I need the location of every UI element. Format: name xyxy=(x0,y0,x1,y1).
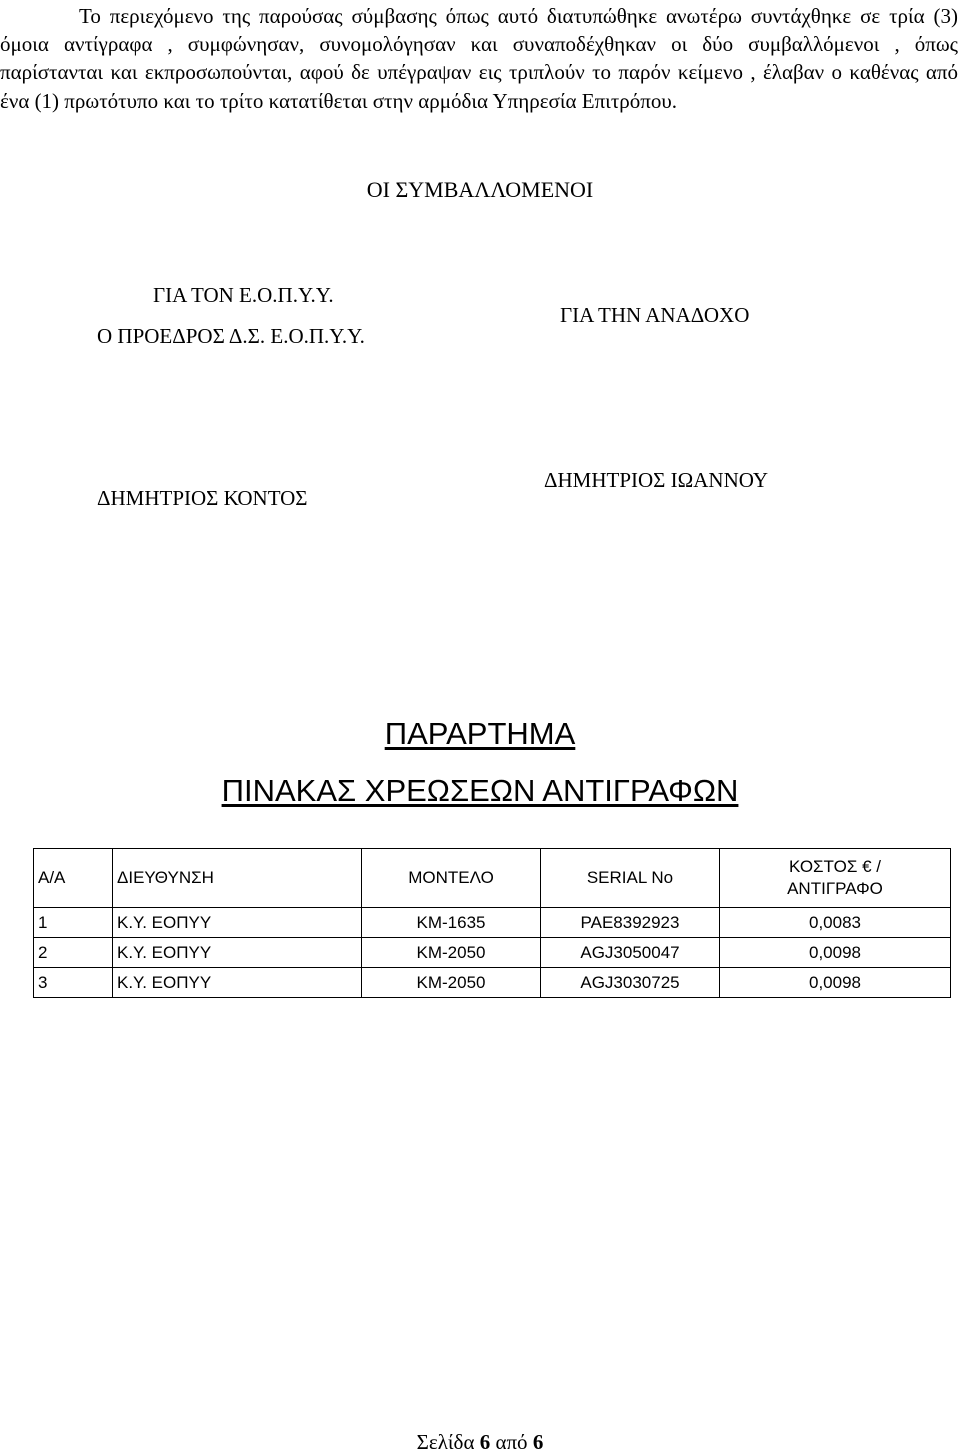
table-row xyxy=(34,908,951,938)
page-word: Σελίδα xyxy=(416,1430,475,1454)
cell-aa: 3 xyxy=(34,968,113,998)
header-cost xyxy=(720,849,951,908)
cell-cost: 0,0083 xyxy=(720,908,951,938)
cell-model: KM-1635 xyxy=(362,908,541,938)
header-model: ΜΟΝΤΕΛΟ xyxy=(362,849,541,908)
page-total: 6 xyxy=(532,1430,544,1454)
charges-table xyxy=(33,848,951,998)
cell-aa: 2 xyxy=(34,938,113,968)
cell-serial: AGJ3030725 xyxy=(541,968,720,998)
cell-serial: AGJ3050047 xyxy=(541,938,720,968)
cell-cost: 0,0098 xyxy=(720,968,951,998)
cell-aa: 1 xyxy=(34,908,113,938)
cell-address: Κ.Υ. ΕΟΠΥΥ xyxy=(113,938,362,968)
right-signatory-name: ΔΗΜΗΤΡΙΟΣ ΙΩΑΝΝΟΥ xyxy=(544,468,769,492)
page-footer xyxy=(0,1430,960,1455)
left-signatory-role: Ο ΠΡΟΕΔΡΟΣ Δ.Σ. Ε.Ο.Π.Υ.Υ. xyxy=(97,324,365,348)
right-signatory-org: ΓΙΑ ΤΗΝ ΑΝΑΔΟΧΟ xyxy=(560,303,750,327)
cell-model: KM-2050 xyxy=(362,938,541,968)
table-row xyxy=(34,968,951,998)
cell-cost: 0,0098 xyxy=(720,938,951,968)
header-address: ΔΙΕΥΘΥΝΣΗ xyxy=(113,849,362,908)
cell-address: Κ.Υ. ΕΟΠΥΥ xyxy=(113,908,362,938)
page-number: 6 xyxy=(479,1430,491,1454)
table-row xyxy=(34,938,951,968)
intro-paragraph: Το περιεχόμενο της παρούσας σύμβασης όπως αυτό διατυπώθηκε ανωτέρω συντάχθηκε σε τρία (3) όμοια αντίγραφα , συμφώνησαν, συνομολόγησαν και συναποδέχθηκαν οι δύο συμβαλλόμενοι , όπως παρίστανται και εκπροσωπούνται, αφού δε υπέγραψαν εις τριπλούν το παρόν κείμενο , έλαβαν ο καθένας από ένα (1) πρωτότυπο και το τρίτο κατατίθεται στην αρμόδια Υπηρεσία Επιτρόπου. xyxy=(0,4,958,113)
cell-serial: PAE8392923 xyxy=(541,908,720,938)
table-header-row xyxy=(34,849,951,908)
left-signatory-org: ΓΙΑ ΤΟΝ Ε.Ο.Π.Υ.Υ. xyxy=(153,283,334,307)
header-aa: Α/Α xyxy=(34,849,113,908)
parties-heading: ΟΙ ΣΥΜΒΑΛΛΟΜΕΝΟΙ xyxy=(366,177,594,202)
left-signatory-name: ΔΗΜΗΤΡΙΟΣ ΚΟΝΤΟΣ xyxy=(97,486,308,510)
annex-subtitle: ΠΙΝΑΚΑΣ ΧΡΕΩΣΕΩΝ ΑΝΤΙΓΡΑΦΩΝ xyxy=(221,773,739,808)
header-cost-line1: ΚΟΣΤΟΣ € / xyxy=(789,857,881,876)
annex-title: ΠΑΡΑΡΤΗΜΑ xyxy=(384,716,576,751)
header-cost-line2: ΑΝΤΙΓΡΑΦΟ xyxy=(787,879,883,898)
page-of-word: από xyxy=(495,1430,528,1454)
cell-address: Κ.Υ. ΕΟΠΥΥ xyxy=(113,968,362,998)
cell-model: KM-2050 xyxy=(362,968,541,998)
header-serial: SERIAL No xyxy=(541,849,720,908)
